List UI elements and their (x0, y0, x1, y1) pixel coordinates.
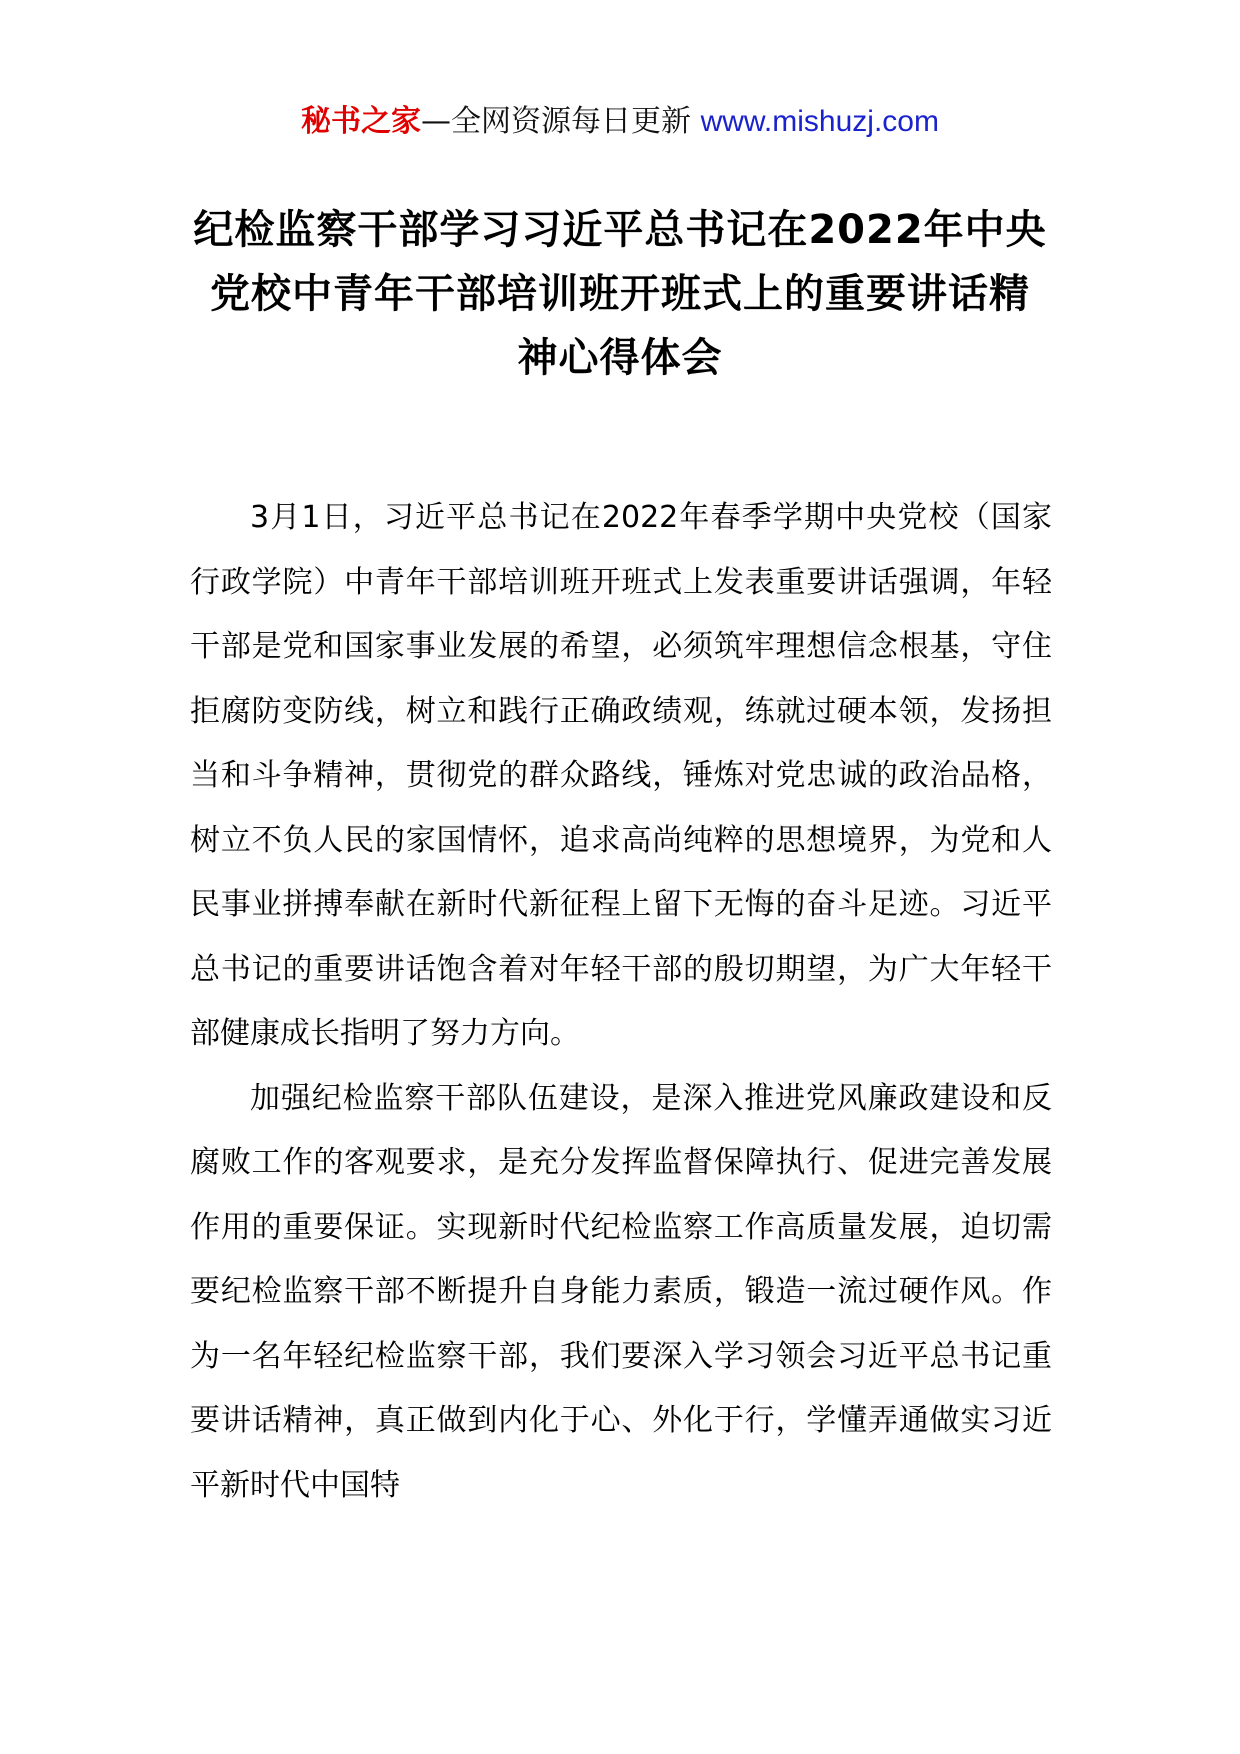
brand-name: 秘书之家 (301, 104, 422, 139)
header-tagline: —全网资源每日更新 (421, 104, 701, 139)
document-body (190, 486, 1052, 1518)
site-header (0, 100, 1240, 144)
document-title: 纪检监察干部学习习近平总书记在2022年中央党校中青年干部培训班开班式上的重要讲话精神心得体会 (193, 207, 1047, 381)
paragraph-2: 加强纪检监察干部队伍建设，是深入推进党风廉政建设和反腐败工作的客观要求，是充分发挥监督保障执行、促进完善发展作用的重要保证。实现新时代纪检监察工作高质量发展，迫切需要纪检监察干部不断提升自身能力素质，锻造一流过硬作风。作为一名年轻纪检监察干部，我们要深入学习领会习近平总书记重要讲话精神，真正做到内化于心、外化于行，学懂弄通做实习近平新时代中国特 (190, 1080, 1052, 1503)
site-url-link[interactable]: www.mishuzj.com (700, 105, 939, 138)
paragraph-1: 3月1日，习近平总书记在2022年春季学期中央党校（国家行政学院）中青年干部培训班开班式上发表重要讲话强调，年轻干部是党和国家事业发展的希望，必须筑牢理想信念根基，守住拒腐防变防线，树立和践行正确政绩观，练就过硬本领，发扬担当和斗争精神，贯彻党的群众路线，锤炼对党忠诚的政治品格，树立不负人民的家国情怀，追求高尚纯粹的思想境界，为党和人民事业拼搏奉献在新时代新征程上留下无悔的奋斗足迹。习近平总书记的重要讲话饱含着对年轻干部的殷切期望，为广大年轻干部健康成长指明了努力方向。 (190, 500, 1052, 1051)
